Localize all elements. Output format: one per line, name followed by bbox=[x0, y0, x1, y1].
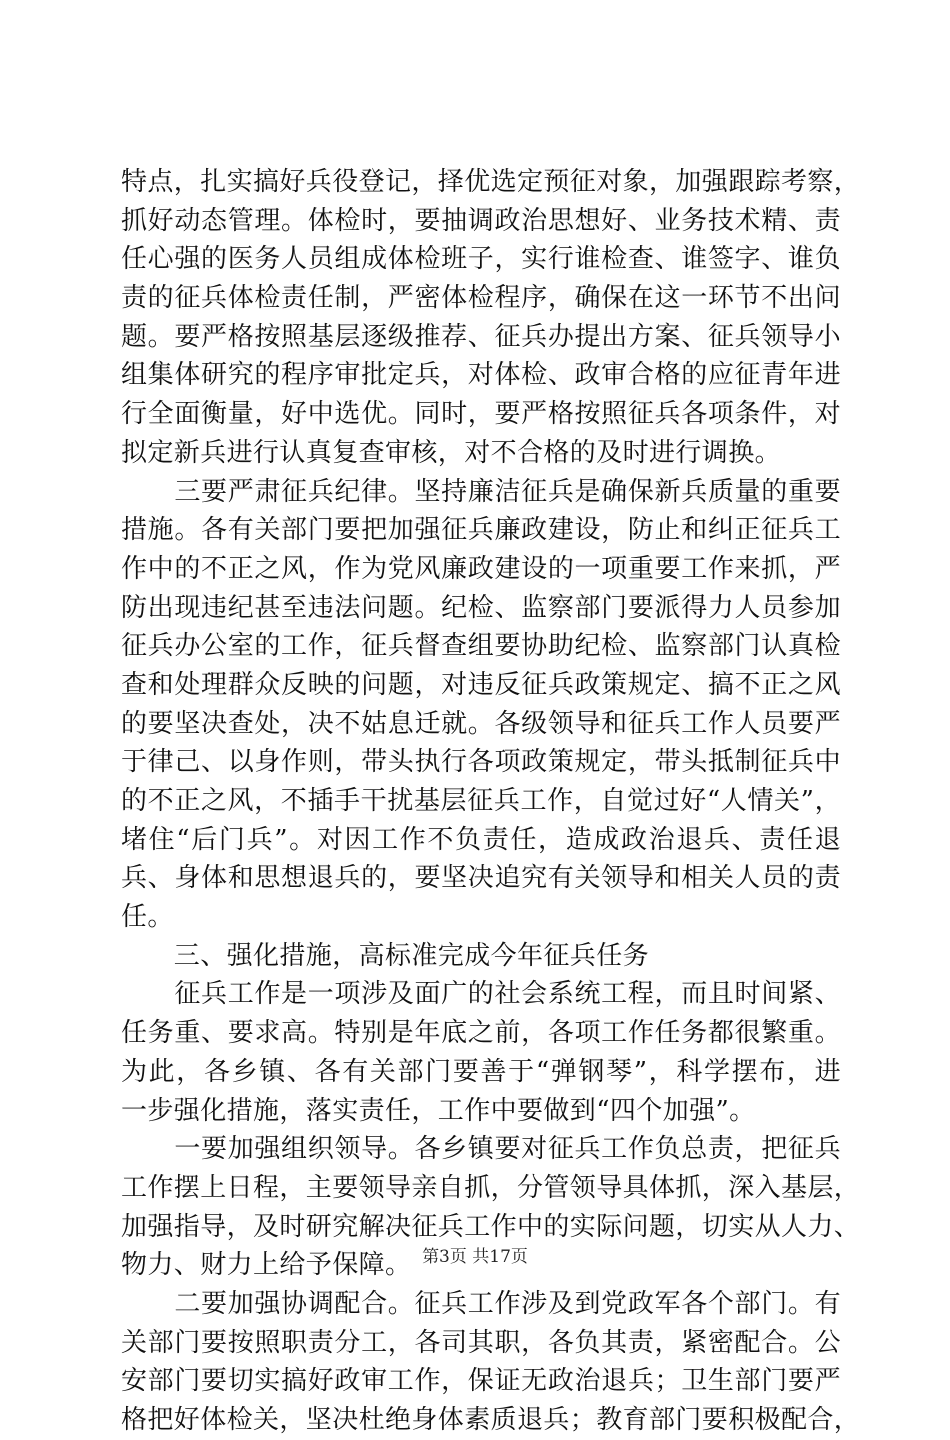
text-line: 于律己、以身作则，带头执行各项政策规定，带头抵制征兵中 bbox=[121, 747, 841, 778]
text-line: 任。 bbox=[121, 902, 174, 933]
text-line: 征兵办公室的工作，征兵督查组要协助纪检、监察部门认真检 bbox=[121, 631, 841, 662]
text-line: 题。要严格按照基层逐级推荐、征兵办提出方案、征兵领导小 bbox=[121, 321, 841, 352]
text-line: 物力、财力上给予保障。 bbox=[121, 1250, 412, 1281]
text-line: 任心强的医务人员组成体检班子，实行谁检查、谁签字、谁负 bbox=[121, 244, 841, 275]
text-line: 组集体研究的程序审批定兵，对体检、政审合格的应征青年进 bbox=[121, 360, 841, 391]
text-line: 一步强化措施，落实责任，工作中要做到“四个加强”。 bbox=[121, 1095, 756, 1126]
text-line: 加强指导，及时研究解决征兵工作中的实际问题，切实从人力、 bbox=[121, 1211, 861, 1242]
text-line: 堵住“后门兵”。对因工作不负责任，造成政治退兵、责任退 bbox=[121, 824, 841, 855]
text-line: 关部门要按照职责分工，各司其职，各负其责，紧密配合。公 bbox=[121, 1327, 841, 1358]
page-number-footer: 第3页 共17页 bbox=[422, 1247, 528, 1267]
text-line: 查和处理群众反映的问题，对违反征兵政策规定、搞不正之风 bbox=[121, 669, 841, 700]
text-line: 一要加强组织领导。各乡镇要对征兵工作负总责，把征兵 bbox=[121, 1134, 841, 1165]
text-line: 为此，各乡镇、各有关部门要善于“弹钢琴”，科学摆布，进 bbox=[121, 1056, 841, 1087]
text-line: 抓好动态管理。体检时，要抽调政治思想好、业务技术精、责 bbox=[121, 205, 841, 236]
text-line: 格把好体检关，坚决杜绝身体素质退兵；教育部门要积极配合， bbox=[121, 1405, 861, 1435]
text-line: 任务重、要求高。特别是年底之前，各项工作任务都很繁重。 bbox=[121, 1018, 841, 1049]
text-line: 特点，扎实搞好兵役登记，择优选定预征对象，加强跟踪考察， bbox=[121, 167, 861, 197]
text-line: 兵、身体和思想退兵的，要坚决追究有关领导和相关人员的责 bbox=[121, 863, 841, 894]
text-line: 安部门要切实搞好政审工作，保证无政治退兵；卫生部门要严 bbox=[121, 1366, 841, 1397]
text-line: 三要严肃征兵纪律。坚持廉洁征兵是确保新兵质量的重要 bbox=[121, 476, 841, 507]
text-line: 措施。各有关部门要把加强征兵廉政建设，防止和纠正征兵工 bbox=[121, 515, 841, 546]
text-line: 的要坚决查处，决不姑息迁就。各级领导和征兵工作人员要严 bbox=[121, 708, 841, 739]
text-line: 的不正之风，不插手干扰基层征兵工作，自觉过好“人情关”， bbox=[121, 786, 841, 816]
text-line: 二要加强协调配合。征兵工作涉及到党政军各个部门。有 bbox=[121, 1288, 841, 1319]
text-line: 拟定新兵进行认真复查审核，对不合格的及时进行调换。 bbox=[121, 437, 782, 468]
text-line: 防出现违纪甚至违法问题。纪检、监察部门要派得力人员参加 bbox=[121, 592, 841, 623]
text-line: 责的征兵体检责任制，严密体检程序，确保在这一环节不出问 bbox=[121, 283, 841, 314]
text-line: 行全面衡量，好中选优。同时，要严格按照征兵各项条件，对 bbox=[121, 399, 841, 430]
text-line: 作中的不正之风，作为党风廉政建设的一项重要工作来抓，严 bbox=[121, 553, 841, 584]
section-heading: 三、强化措施，高标准完成今年征兵任务 bbox=[121, 940, 650, 971]
text-line: 工作摆上日程，主要领导亲自抓，分管领导具体抓，深入基层， bbox=[121, 1172, 861, 1203]
text-line: 征兵工作是一项涉及面广的社会系统工程，而且时间紧、 bbox=[121, 979, 841, 1010]
